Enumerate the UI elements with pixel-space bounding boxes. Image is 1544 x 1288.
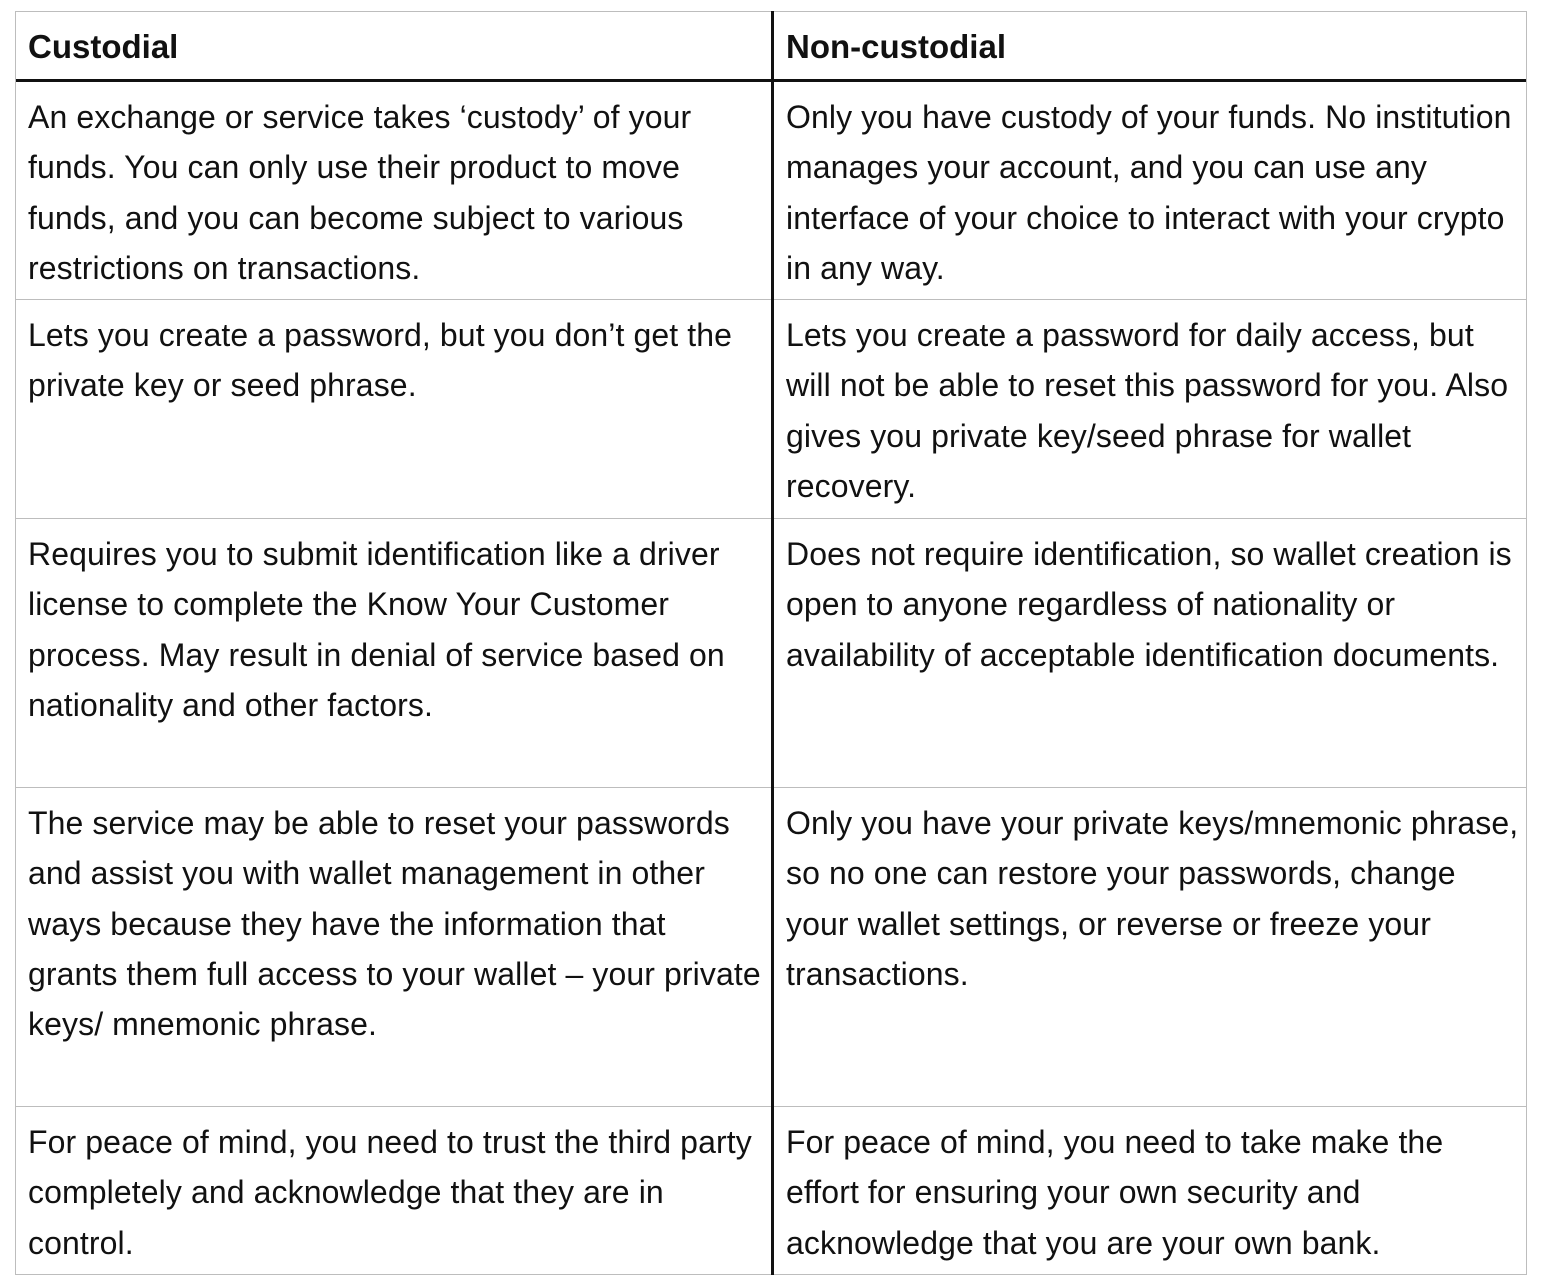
non-custodial-cell: Does not require identification, so wallet creation is open to anyone regardless of nationality or availability of acceptable identification documents. bbox=[786, 536, 1512, 673]
non-custodial-cell: Only you have custody of your funds. No institution manages your account, and you can use any interface of your choice to interact with your crypto in any way. bbox=[786, 99, 1512, 286]
custodial-cell: For peace of mind, you need to trust the third party completely and acknowledge that they are in control. bbox=[28, 1124, 752, 1261]
column-divider bbox=[771, 11, 774, 1275]
custodial-cell: An exchange or service takes ‘custody’ of your funds. You can only use their product to move funds, and you can become subject to various restrictions on transactions. bbox=[28, 99, 692, 286]
non-custodial-cell: Only you have your private keys/mnemonic phrase, so no one can restore your passwords, change your wallet settings, or reverse or freeze your transactions. bbox=[786, 805, 1519, 992]
custodial-cell: Lets you create a password, but you don’t get the private key or seed phrase. bbox=[28, 317, 733, 404]
comparison-table bbox=[15, 11, 1527, 1275]
custodial-cell: Requires you to submit identification like a driver license to complete the Know Your Customer process. May result in denial of service based on nationality and other factors. bbox=[28, 536, 725, 723]
header-non-custodial: Non-custodial bbox=[786, 28, 1006, 65]
non-custodial-cell: For peace of mind, you need to take make the effort for ensuring your own security and acknowledge that you are your own bank. bbox=[786, 1124, 1444, 1261]
custodial-cell: The service may be able to reset your passwords and assist you with wallet management in other ways because they have the information that grants them full access to your wallet – your private keys/ mnemonic phrase. bbox=[28, 805, 761, 1043]
header-custodial: Custodial bbox=[28, 28, 179, 65]
non-custodial-cell: Lets you create a password for daily access, but will not be able to reset this password for you. Also gives you private key/seed phrase for wallet recovery. bbox=[786, 317, 1509, 504]
